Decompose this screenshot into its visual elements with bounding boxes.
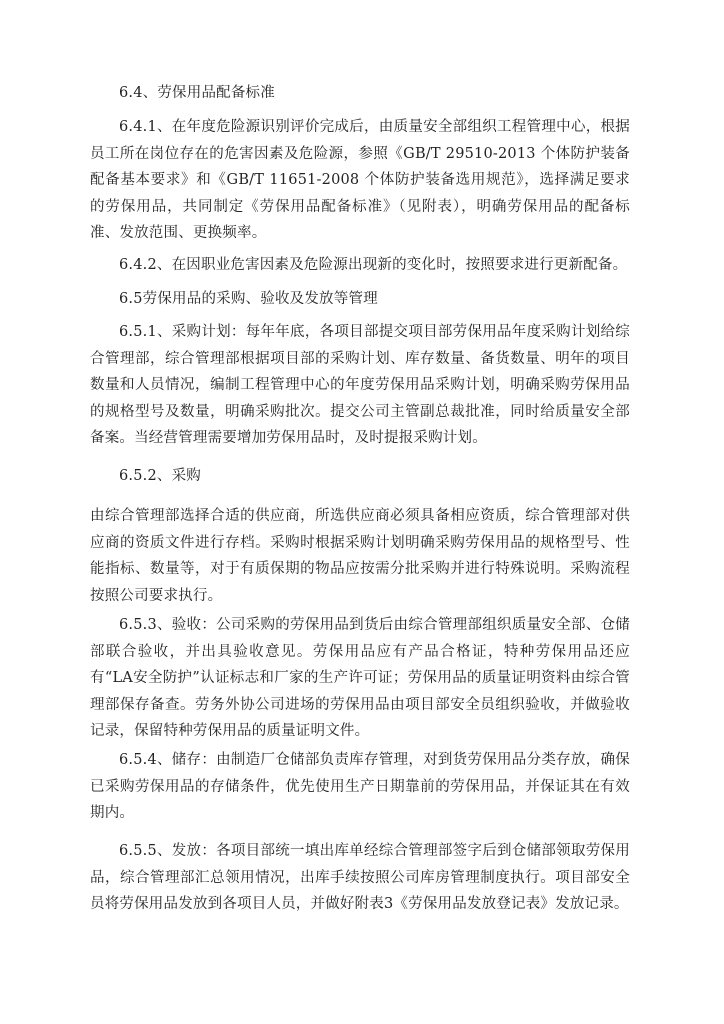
paragraph-6-5-5: 6.5.5、发放：各项目部统一填出库单经综合管理部签字后到仓储部领取劳保用品，综合管理部汇总领用情况，出库手续按照公司库房管理制度执行。项目部安全员将劳保用品发放到各项目人员，并做好附表3《劳保用品发放登记表》发放记录。 [90,843,630,912]
paragraph-6-5-4: 6.5.4、储存：由制造厂仓储部负责库存管理，对到货劳保用品分类存放，确保已采购劳保用品的存储条件，优先使用生产日期靠前的劳保用品，并保证其在有效期内。 [90,752,630,821]
paragraph-6-5-3: 6.5.3、验收：公司采购的劳保用品到货后由综合管理部组织质量安全部、仓储部联合验收，并出具验收意见。劳保用品应有产品合格证，特种劳保用品还应有“LA安全防护”认证标志和厂家的生产许可证；劳保用品的质量证明资料由综合管理部保存备查。劳务外协公司进场的劳保用品由项目部安全员组织验收，并做验收记录，保留特种劳保用品的质量证明文件。 [90,617,630,739]
section-heading-6-5-2: 6.5.2、采购 [119,468,201,484]
paragraph-6-4-1: 6.4.1、在年度危险源识别评价完成后，由质量安全部组织工程管理中心，根据员工所在岗位存在的危害因素及危险源，参照《GB/T 29510-2013 个体防护装备配备基本要求》和《GB/T 11651-2008 个体防护装备选用规范》，选择满足要求的劳保用品，共同制定《劳保用品配备标准》（见附表），明确劳保用品的配备标准、发放范围、更换频率。 [90,119,630,241]
section-heading-6-4: 6.4、劳保用品配备标准 [119,85,275,101]
section-heading-6-5: 6.5劳保用品的采购、验收及发放等管理 [119,291,378,307]
paragraph-6-4-2: 6.4.2、在因职业危害因素及危险源出现新的变化时，按照要求进行更新配备。 [119,257,628,273]
paragraph-6-5-2-body: 由综合管理部选择合适的供应商，所选供应商必须具备相应资质，综合管理部对供应商的资质文件进行存档。采购时根据采购计划明确采购劳保用品的规格型号、性能指标、数量等，对于有质保期的物品应按需分批采购并进行特殊说明。采购流程按照公司要求执行。 [90,508,630,604]
paragraph-6-5-1: 6.5.1、采购计划：每年年底，各项目部提交项目部劳保用品年度采购计划给综合管理部，综合管理部根据项目部的采购计划、库存数量、备货数量、明年的项目数量和人员情况，编制工程管理中心的年度劳保用品采购计划，明确采购劳保用品的规格型号及数量，明确采购批次。提交公司主管副总裁批准，同时给质量安全部备案。当经营管理需要增加劳保用品时，及时提报采购计划。 [90,324,630,446]
